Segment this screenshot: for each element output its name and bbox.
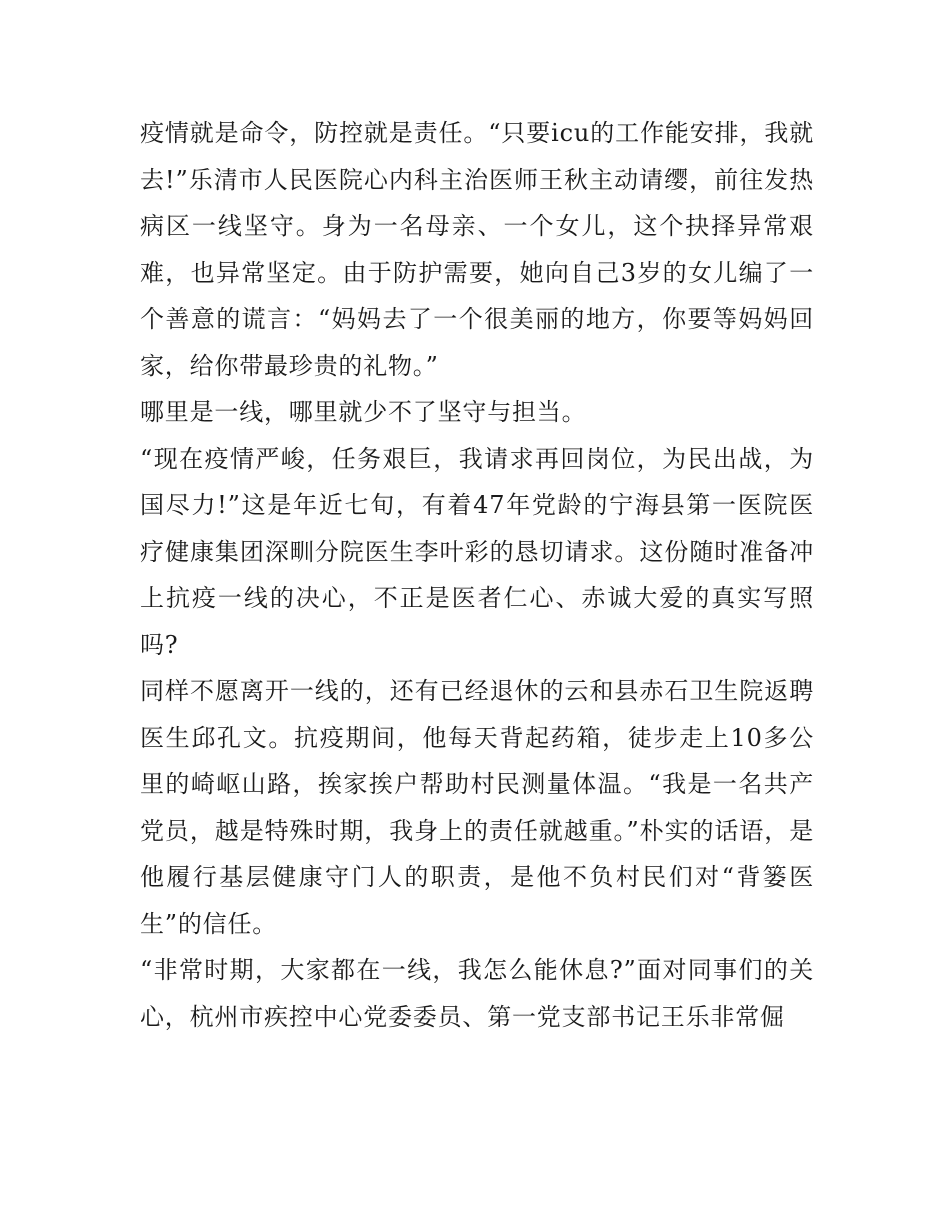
paragraph-2: 哪里是一线，哪里就少不了坚守与担当。 [140,398,587,426]
paragraph-1: 疫情就是命令，防控就是责任。“只要icu的工作能安排，我就去!”乐清市人民医院心内科主治医师王秋主动请缨，前往发热病区一线坚守。身为一名母亲、一个女儿，这个抉择异常艰难，也异常坚定。由于防护需要，她向自己3岁的女儿编了一个善意的谎言：“妈妈去了一个很美丽的地方，你要等妈妈回家，给你带最珍贵的礼物。” [140,119,814,380]
document-body [140,110,814,1040]
paragraph-4: 同样不愿离开一线的，还有已经退休的云和县赤石卫生院返聘医生邱孔文。抗疫期间，他每天背起药箱，徒步走上10多公里的崎岖山路，挨家挨户帮助村民测量体温。“我是一名共产党员，越是特殊时期，我身上的责任就越重。”朴实的话语，是他履行基层健康守门人的职责，是他不负村民们对“背篓医生”的信任。 [140,677,814,938]
paragraph-5: “非常时期，大家都在一线，我怎么能休息?”面对同事们的关心，杭州市疾控中心党委委员、第一党支部书记王乐非常倔 [140,956,814,1031]
paragraph-3: “现在疫情严峻，任务艰巨，我请求再回岗位，为民出战，为国尽力!”这是年近七旬，有着47年党龄的宁海县第一医院医疗健康集团深甽分院医生李叶彩的恳切请求。这份随时准备冲上抗疫一线的决心，不正是医者仁心、赤诚大爱的真实写照吗? [140,444,814,659]
